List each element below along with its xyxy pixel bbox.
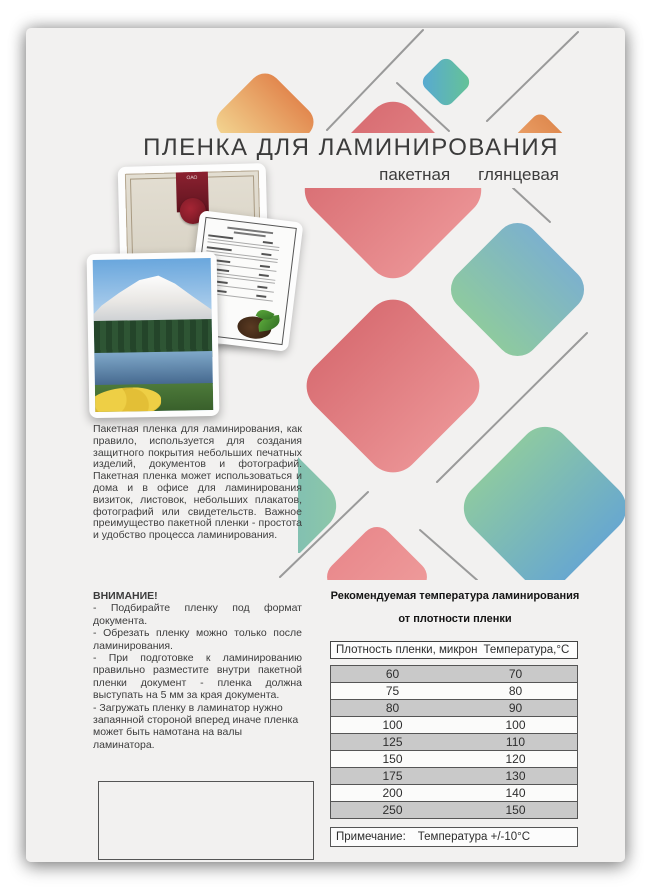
table-row: 250 150 [330, 801, 578, 819]
table-heading-line1: Рекомендуемая температура ламинирования [330, 590, 580, 602]
page-sheet [26, 28, 625, 862]
tea-leaves-photo [236, 297, 285, 342]
mountain-photo [93, 258, 214, 412]
column-header-density: Плотность пленки, микрон [336, 644, 478, 656]
intro-paragraph: Пакетная пленка для ламинирования, как правило, используется для создания защитного покрытия небольших печатных изделий, документов и фотографий. Пакетная пленка может использоваться и дома и в офисе для ламинирования визиток, листовок, небольших плакатов, фотографий или свидетельств. Важное преимущество пакетной пленки - простота и удобство процесса ламинирования. [93, 423, 302, 542]
column-header-temperature: Температура,°C [483, 644, 570, 656]
table-row: 60 70 [330, 665, 578, 683]
table-row: 200 140 [330, 784, 578, 802]
table-row: 80 90 [330, 699, 578, 717]
note-label: Примечание: [336, 831, 406, 843]
laminated-samples [26, 28, 625, 862]
mountain-peak [93, 272, 214, 326]
subtitle-word-paketnaya: пакетная [379, 165, 451, 184]
page-title: ПЛЕНКА ДЛЯ ЛАМИНИРОВАНИЯ [143, 134, 559, 161]
table-row: 175 130 [330, 767, 578, 785]
lake-water [94, 351, 213, 386]
mountain-photo-sample-image [87, 252, 220, 418]
table-heading-line2: от плотности пленки [398, 613, 512, 625]
subtitle-word-glyantsevaya: глянцевая [478, 165, 559, 184]
note-text: Температура +/-10°C [417, 831, 531, 843]
attention-heading: ВНИМАНИЕ! [93, 590, 158, 602]
attention-item: - При подготовке к ламинированию правильно разместите внутри пакетной пленки документ - пленка должна выступать на 5 мм за края документа. [93, 652, 302, 702]
attention-item: - Подбирайте пленку под формат документа. [93, 602, 302, 627]
certificate-ribbon-label: ОАО [186, 174, 198, 182]
table-row: 75 80 [330, 682, 578, 700]
table-row: 100 100 [330, 716, 578, 734]
attention-item: - Загружать пленку в ламинатор нужно запаянной стороной вперед иначе пленка может быть намотана на валы ламинатора. [93, 701, 299, 751]
attention-item: - Обрезать пленку можно только после ламинирования. [93, 627, 302, 652]
table-row: 150 120 [330, 750, 578, 768]
table-row: 125 110 [330, 733, 578, 751]
